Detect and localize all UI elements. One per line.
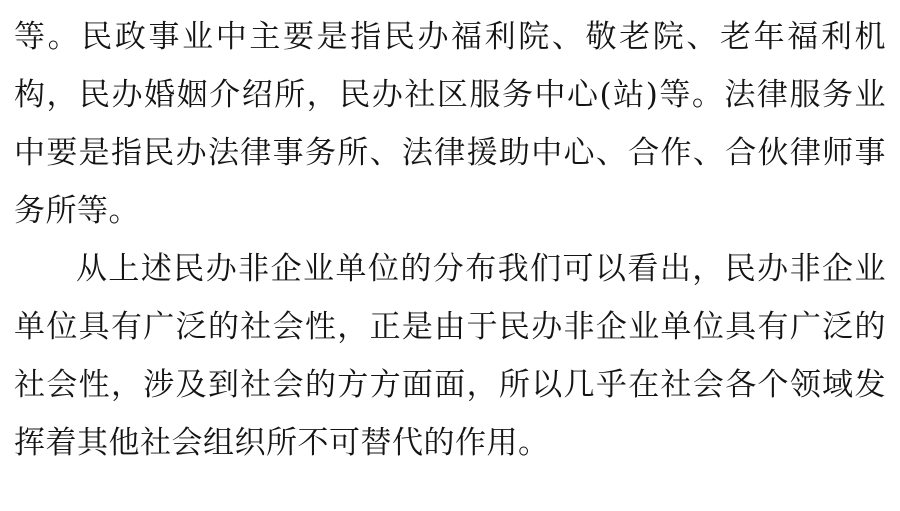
- document-body: [14, 8, 886, 472]
- paragraph-2: 从上述民办非企业单位的分布我们可以看出，民办非企业单位具有广泛的社会性，正是由于民办非企业单位具有广泛的社会性，涉及到社会的方方面面，所以几乎在社会各个领域发挥着其他社会组织所不可替代的作用。: [14, 251, 886, 461]
- paragraph-1: 等。民政事业中主要是指民办福利院、敬老院、老年福利机构，民办婚姻介绍所，民办社区服务中心(站)等。法律服务业中要是指民办法律事务所、法律援助中心、合作、合伙律师事务所等。: [14, 19, 886, 229]
